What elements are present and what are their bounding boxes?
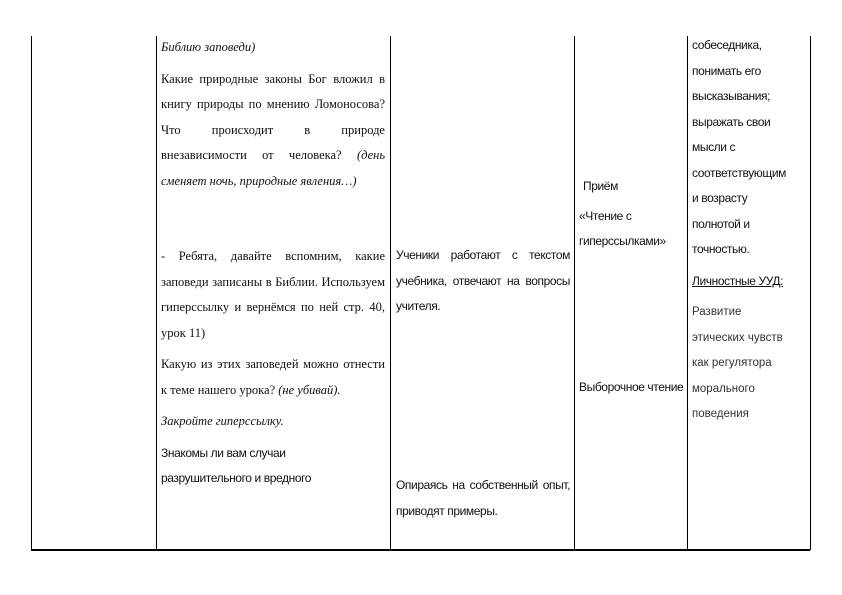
question-commandment <box>161 352 385 403</box>
uud-line: Развитие <box>692 306 742 318</box>
column-divider <box>574 36 575 550</box>
column-divider <box>156 36 157 550</box>
close-hyperlink-instruction: Закройте гиперссылку. <box>161 414 284 428</box>
recall-commandments-text: - Ребята, давайте вспомним, какие заповеди записаны в Библии. Используем гиперссылку и вернёмся по ней стр. 40, урок 11) <box>161 249 385 340</box>
uud-line: выражать свои <box>692 114 771 129</box>
uud-line: и возрасту <box>692 191 748 205</box>
teacher-activity-cell <box>161 35 385 492</box>
student-examples-cell <box>396 473 570 524</box>
question-text: Какие природные законы Бог вложил в книгу природы по мнению Ломоносова? Что происходит в природе внезависимости от человека? <box>161 71 385 162</box>
technique-label: Приём <box>583 179 618 193</box>
uud-line: собеседника, <box>692 38 762 52</box>
column-divider <box>687 36 688 550</box>
uud-line: высказывания; <box>692 89 771 103</box>
uud-line: как регулятора <box>692 357 772 369</box>
reading-technique-cell <box>579 375 684 401</box>
students-examples-text: Опираясь на собственный опыт, приводят примеры. <box>396 478 570 518</box>
bible-commandments-line: Библию заповеди) <box>161 40 256 54</box>
student-activity-cell <box>396 243 570 320</box>
uud-line: точностью. <box>692 242 750 256</box>
question-text: Какую из этих заповедей можно отнести к теме нашего урока? <box>161 357 385 397</box>
expected-answer: (не убивай). <box>278 382 341 397</box>
stage-cell <box>32 36 156 550</box>
expected-answer: (день сменяет ночь, природные явления…) <box>161 148 386 188</box>
selective-reading-text: Выборочное чтение <box>579 380 684 394</box>
uud-line: поведения <box>692 408 749 420</box>
uud-line: морального <box>692 382 755 395</box>
question-harmful-cases-line2: разрушительного и вредного <box>161 471 312 485</box>
uud-line: соответствующим <box>692 165 787 180</box>
technique-cell <box>579 174 684 255</box>
uud-line: понимать его <box>692 63 761 78</box>
technique-name: «Чтение с гиперссылками» <box>579 208 666 248</box>
students-work-text: Ученики работают с текстом учебника, отвечают на вопросы учителя. <box>396 248 570 313</box>
question-harmful-cases-line1: Знакомы ли вам случаи <box>161 445 286 460</box>
column-divider <box>390 36 391 550</box>
personal-uud-heading: Личностные УУД: <box>692 273 784 288</box>
question-nature-laws <box>161 67 385 195</box>
uud-line: мысли с <box>692 140 736 154</box>
uud-line: полнотой и <box>692 216 750 231</box>
uud-line: этических чувств <box>692 331 783 344</box>
communicative-uud-cell <box>692 33 807 428</box>
